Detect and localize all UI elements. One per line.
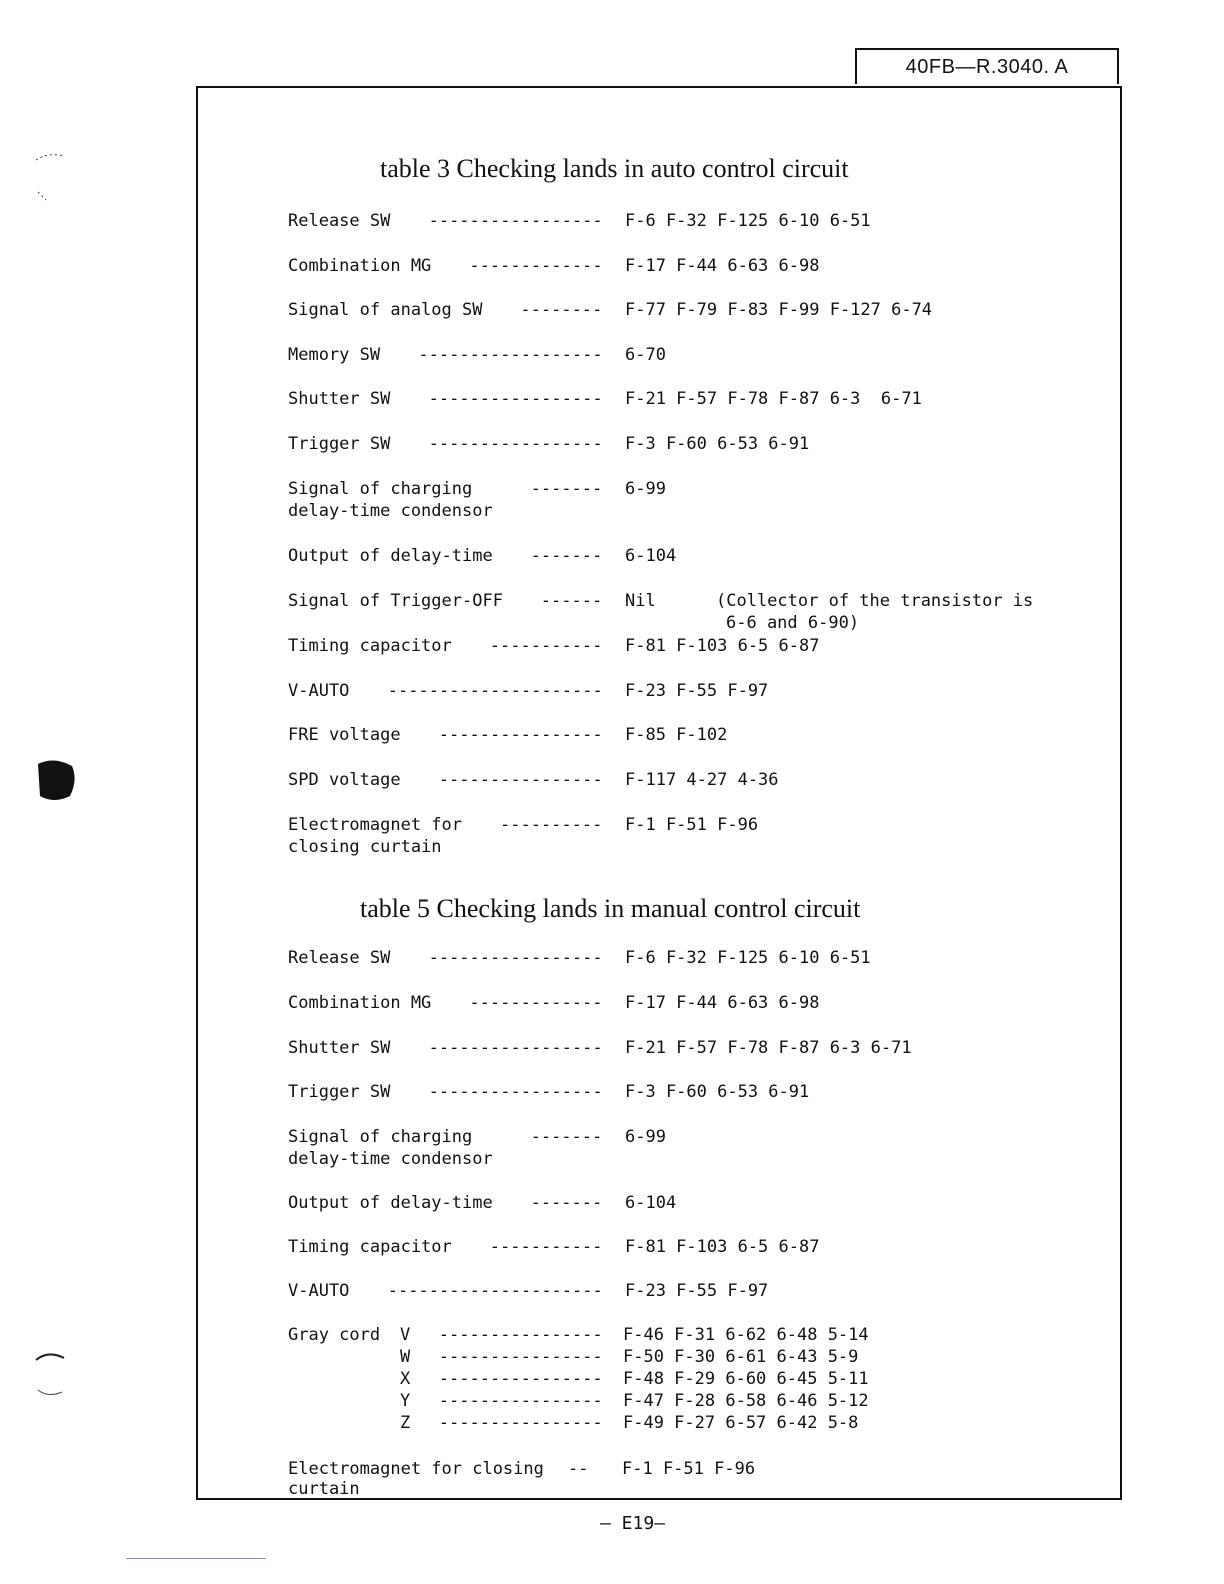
leader-dashes: ---------------- xyxy=(438,725,603,745)
row-label: Signal of Trigger-OFF xyxy=(288,591,503,611)
leader-dashes: ------------------ xyxy=(418,345,603,365)
gray-cord-letter: W xyxy=(400,1347,411,1367)
row-label-continued: curtain xyxy=(288,1479,360,1499)
row-label: Shutter SW xyxy=(288,1038,391,1058)
land-values: F-46 F-31 6-62 6-48 5-14 xyxy=(623,1325,869,1345)
leader-dashes: ----------- xyxy=(489,636,603,656)
leader-dashes: ------- xyxy=(530,1127,603,1147)
land-values: F-85 F-102 xyxy=(625,725,728,745)
row-label: Timing capacitor xyxy=(288,636,452,656)
land-values: F-3 F-60 6-53 6-91 xyxy=(625,1082,810,1102)
land-values: F-17 F-44 6-63 6-98 xyxy=(625,993,820,1013)
row-note-continued: 6-6 and 6-90) xyxy=(726,613,860,633)
leader-dashes: ------- xyxy=(530,479,603,499)
leader-dashes: ---------------- xyxy=(438,1391,603,1411)
leader-dashes: ----------------- xyxy=(428,1038,603,1058)
land-values: F-17 F-44 6-63 6-98 xyxy=(625,256,820,276)
gray-cord-letter: V xyxy=(400,1325,411,1345)
row-label: Output of delay-time xyxy=(288,1193,493,1213)
row-label: Combination MG xyxy=(288,256,432,276)
leader-dashes: ------------- xyxy=(469,256,603,276)
row-label-continued: closing curtain xyxy=(288,837,442,857)
row-note: (Collector of the transistor is xyxy=(716,591,1034,611)
table3-title: table 3 Checking lands in auto control circuit xyxy=(380,154,849,183)
row-label: Timing capacitor xyxy=(288,1237,452,1257)
land-values: F-77 F-79 F-83 F-99 F-127 6-74 xyxy=(625,300,933,320)
land-values: F-6 F-32 F-125 6-10 6-51 xyxy=(625,211,871,231)
binder-hole-mark xyxy=(34,758,80,804)
leader-dashes: ---------------- xyxy=(438,1325,603,1345)
margin-speck xyxy=(34,150,74,210)
land-values: F-6 F-32 F-125 6-10 6-51 xyxy=(625,948,871,968)
leader-dashes: ------- xyxy=(530,1193,603,1213)
scan-edge-line xyxy=(126,1558,266,1559)
land-values: 6-104 xyxy=(625,1193,677,1213)
row-label: Signal of analog SW xyxy=(288,300,483,320)
land-values: 6-99 xyxy=(625,1127,666,1147)
row-label: Shutter SW xyxy=(288,389,391,409)
leader-dashes: --------------------- xyxy=(387,681,603,701)
leader-dashes: ------ xyxy=(540,591,603,611)
document-code: 40FB—R.3040. A xyxy=(855,48,1119,84)
leader-dashes: ----------------- xyxy=(428,1082,603,1102)
gray-cord-label: Gray cord xyxy=(288,1325,381,1345)
row-label: Trigger SW xyxy=(288,434,391,454)
land-values: F-50 F-30 6-61 6-43 5-9 xyxy=(623,1347,859,1367)
margin-speck xyxy=(34,1350,74,1410)
leader-dashes: ---------- xyxy=(500,815,603,835)
row-label: Signal of charging xyxy=(288,479,473,499)
leader-dashes: ------------- xyxy=(469,993,603,1013)
row-label: Output of delay-time xyxy=(288,546,493,566)
land-values: 6-99 xyxy=(625,479,666,499)
land-values: F-49 F-27 6-57 6-42 5-8 xyxy=(623,1413,859,1433)
row-label: Release SW xyxy=(288,948,391,968)
land-values: F-23 F-55 F-97 xyxy=(625,1281,769,1301)
land-values: F-47 F-28 6-58 6-46 5-12 xyxy=(623,1391,869,1411)
row-label: Combination MG xyxy=(288,993,432,1013)
table5-title: table 5 Checking lands in manual control circuit xyxy=(360,894,861,923)
land-values: F-81 F-103 6-5 6-87 xyxy=(625,636,820,656)
row-label-continued: delay-time condensor xyxy=(288,1149,493,1169)
land-values: F-3 F-60 6-53 6-91 xyxy=(625,434,810,454)
land-values: 6-104 xyxy=(625,546,677,566)
leader-dashes: ------- xyxy=(530,546,603,566)
row-label: V-AUTO xyxy=(288,681,350,701)
leader-dashes: ---------------- xyxy=(438,1347,603,1367)
leader-dashes: ----------------- xyxy=(428,389,603,409)
land-values: F-23 F-55 F-97 xyxy=(625,681,769,701)
row-label: Electromagnet for xyxy=(288,815,462,835)
leader-dashes: --------------------- xyxy=(387,1281,603,1301)
leader-dashes: ---------------- xyxy=(438,770,603,790)
row-label: Release SW xyxy=(288,211,391,231)
row-label-continued: delay-time condensor xyxy=(288,501,493,521)
land-values: F-48 F-29 6-60 6-45 5-11 xyxy=(623,1369,869,1389)
land-values: F-21 F-57 F-78 F-87 6-3 6-71 xyxy=(625,389,922,409)
row-label: V-AUTO xyxy=(288,1281,350,1301)
gray-cord-letter: X xyxy=(400,1369,411,1389)
land-values: F-1 F-51 F-96 xyxy=(625,815,759,835)
leader-dashes: ---------------- xyxy=(438,1369,603,1389)
land-values: 6-70 xyxy=(625,345,666,365)
leader-dashes: ----------------- xyxy=(428,948,603,968)
row-label: Memory SW xyxy=(288,345,381,365)
row-label: Electromagnet for closing xyxy=(288,1459,544,1479)
land-values: Nil xyxy=(625,591,656,611)
leader-dashes: ----------------- xyxy=(428,211,603,231)
row-label: SPD voltage xyxy=(288,770,401,790)
land-values: F-1 F-51 F-96 xyxy=(622,1459,756,1479)
land-values: F-117 4-27 4-36 xyxy=(625,770,779,790)
page-number: — E19— xyxy=(600,1513,666,1534)
row-label: FRE voltage xyxy=(288,725,401,745)
land-values: F-81 F-103 6-5 6-87 xyxy=(625,1237,820,1257)
gray-cord-letter: Z xyxy=(400,1413,411,1433)
leader-dashes: -------- xyxy=(520,300,603,320)
land-values: F-21 F-57 F-78 F-87 6-3 6-71 xyxy=(625,1038,912,1058)
leader-dashes: -- xyxy=(568,1459,589,1479)
leader-dashes: ----------- xyxy=(489,1237,603,1257)
row-label: Trigger SW xyxy=(288,1082,391,1102)
gray-cord-letter: Y xyxy=(400,1391,411,1411)
leader-dashes: ----------------- xyxy=(428,434,603,454)
leader-dashes: ---------------- xyxy=(438,1413,603,1433)
row-label: Signal of charging xyxy=(288,1127,473,1147)
